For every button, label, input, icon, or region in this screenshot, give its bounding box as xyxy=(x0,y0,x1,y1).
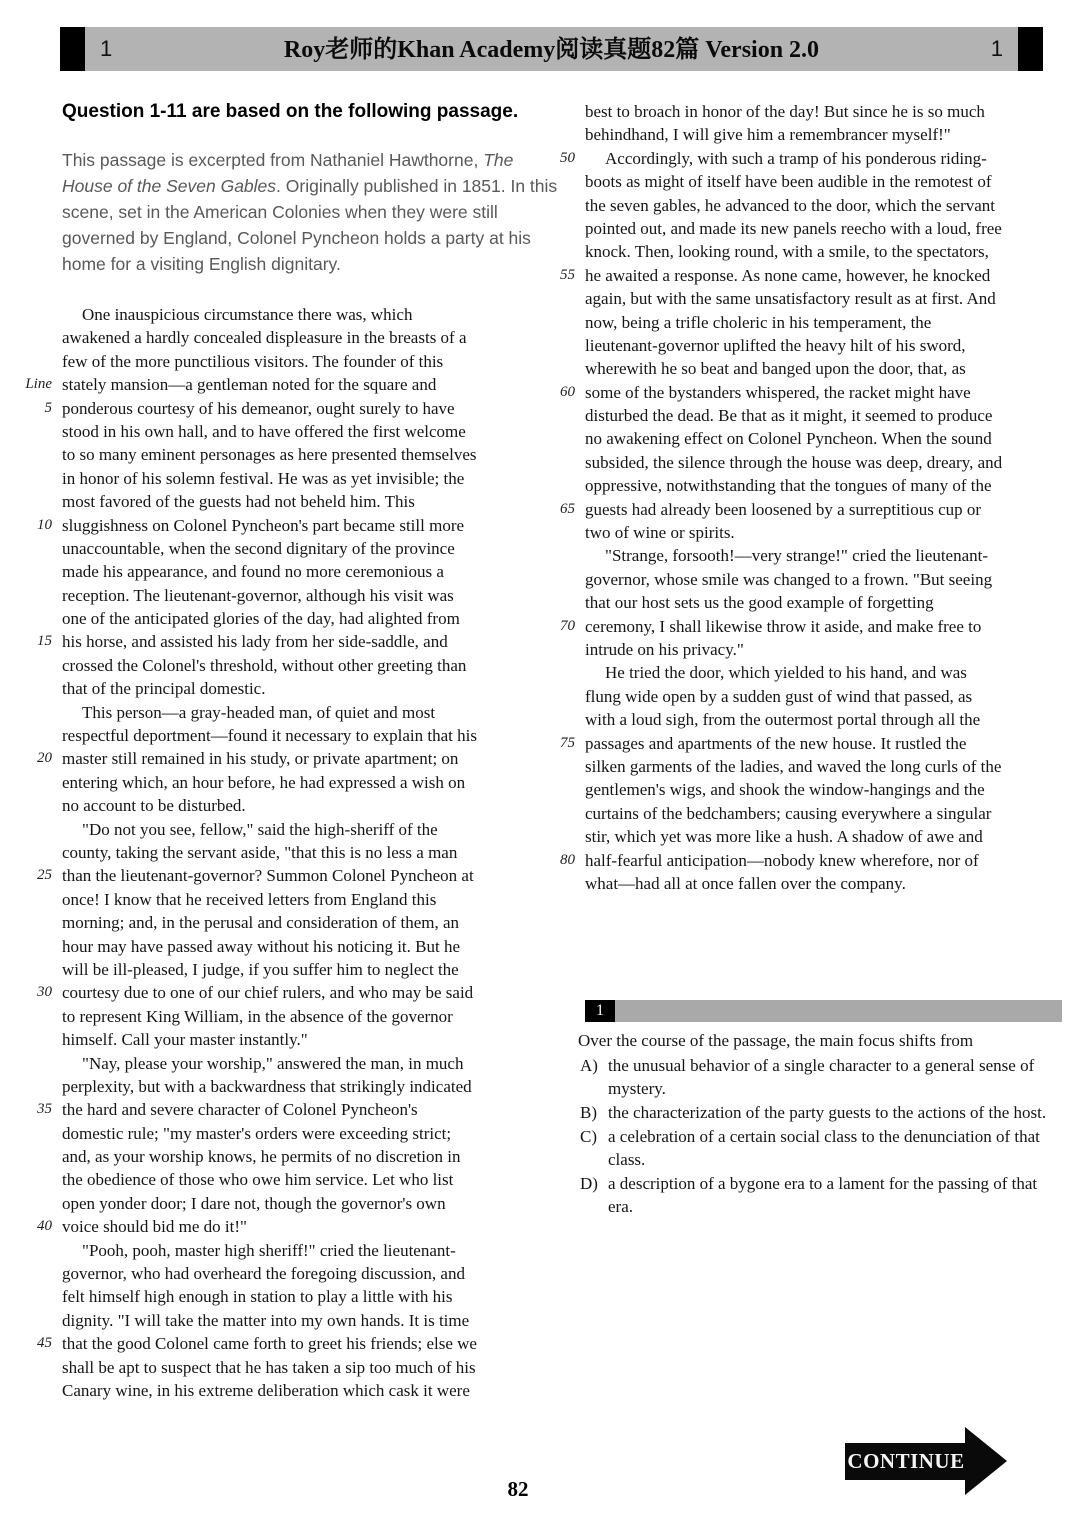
passage-line xyxy=(585,427,1065,450)
passage-line xyxy=(560,498,1065,521)
passage-line xyxy=(585,100,1065,123)
passage-line xyxy=(62,1285,556,1308)
passage-line xyxy=(585,170,1065,193)
passage-line xyxy=(62,1168,556,1191)
passage-line xyxy=(585,404,1065,427)
passage-line xyxy=(37,1098,556,1121)
passage-line xyxy=(585,661,1065,684)
passage-line xyxy=(62,467,556,490)
passage-line-text: some of the bystanders whispered, the racket might have xyxy=(585,382,971,402)
passage-line-text: oppressive, notwithstanding that the tongues of many of the xyxy=(585,476,992,496)
passage-line-text: no awakening effect on Colonel Pyncheon. When the sound xyxy=(585,429,992,449)
passage-line xyxy=(62,443,556,466)
passage-line-text: and, as your worship knows, he permits of no discretion in xyxy=(62,1147,461,1167)
answer-choice-a[interactable] xyxy=(578,1054,1062,1100)
passage-line-text: than the lieutenant-governor? Summon Colonel Pyncheon at xyxy=(62,866,474,886)
passage-line-text: voice should bid me do it!" xyxy=(62,1217,247,1237)
passage-line-text: stir, which yet was more like a hush. A shadow of awe and xyxy=(585,827,983,847)
page-header xyxy=(60,27,1043,71)
choice-text: the unusual behavior of a single character to a general sense of mystery. xyxy=(608,1056,1035,1098)
passage-line xyxy=(62,1145,556,1168)
passage-line-text: unaccountable, when the second dignitary of the province xyxy=(62,538,455,558)
passage-line-text: will be ill-pleased, I judge, if you suffer him to neglect the xyxy=(62,959,459,979)
passage-line xyxy=(585,638,1065,661)
passage-line xyxy=(585,685,1065,708)
choice-text: the characterization of the party guests to the actions of the host. xyxy=(608,1103,1047,1122)
continue-arrow-icon xyxy=(965,1427,1007,1495)
passage-line-text: dignity. "I will take the matter into my own hands. It is time xyxy=(62,1310,470,1330)
choice-letter: B) xyxy=(580,1103,597,1122)
line-number: Line xyxy=(25,376,52,393)
passage-line-text: felt himself high enough in station to play a little with his xyxy=(62,1287,453,1307)
passage-line-text: few of the more punctilious visitors. The founder of this xyxy=(62,351,444,371)
passage-line-text: sluggishness on Colonel Pyncheon's part became still more xyxy=(62,515,465,535)
passage-line-text: ponderous courtesy of his demeanor, ought surely to have xyxy=(62,398,455,418)
line-number: 70 xyxy=(560,617,575,634)
passage-line-text: "Pooh, pooh, master high sheriff!" cried the lieutenant- xyxy=(82,1240,456,1260)
passage-line xyxy=(560,849,1065,872)
passage-line xyxy=(62,584,556,607)
passage-line-text: boots as might of itself have been audible in the remotest of xyxy=(585,172,992,192)
passage-line-text: "Do not you see, fellow," said the high-sheriff of the xyxy=(82,819,438,839)
passage-line xyxy=(585,123,1065,146)
passage-line xyxy=(62,701,556,724)
passage-line xyxy=(560,732,1065,755)
line-number: 30 xyxy=(37,984,52,1001)
passage-line xyxy=(25,373,556,396)
line-number: 80 xyxy=(560,851,575,868)
question-stem: Over the course of the passage, the main focus shifts from xyxy=(578,1031,974,1050)
passage-line-text: "Strange, forsooth!—very strange!" cried the lieutenant- xyxy=(605,546,989,566)
passage-line-text: ceremony, I shall likewise throw it aside, and make free to xyxy=(585,616,982,636)
passage-line-text: stately mansion—a gentleman noted for the square and xyxy=(62,375,437,395)
passage-line xyxy=(62,1262,556,1285)
passage-line xyxy=(62,841,556,864)
passage-line xyxy=(62,1309,556,1332)
continue-button[interactable] xyxy=(845,1427,1005,1495)
blurb-title-italic: The House of the Seven Gables xyxy=(62,150,514,196)
passage-line-text: shall be apt to suspect that he has taken a sip too much of his xyxy=(62,1357,476,1377)
choice-text: a celebration of a certain social class to the denunciation of that class. xyxy=(608,1127,1040,1169)
passage-line-text: guests had already been loosened by a surreptitious cup or xyxy=(585,499,982,519)
passage-line xyxy=(37,747,556,770)
passage-line xyxy=(62,958,556,981)
passage-line xyxy=(62,654,556,677)
passage-line-text: reception. The lieutenant-governor, although his visit was xyxy=(62,585,454,605)
passage-line-text: open yonder door; I dare not, though the governor's own xyxy=(62,1193,446,1213)
passage-line xyxy=(585,591,1065,614)
passage-line xyxy=(585,825,1065,848)
passage-line xyxy=(585,521,1065,544)
choice-letter: C) xyxy=(580,1127,597,1146)
passage-line-text: He tried the door, which yielded to his hand, and was xyxy=(605,663,967,683)
passage-line xyxy=(37,630,556,653)
passage-line xyxy=(37,864,556,887)
passage-line-text: with a loud sigh, from the outermost portal through all the xyxy=(585,710,981,730)
passage-line-text: disturbed the dead. Be that as it might, it seemed to produce xyxy=(585,406,993,426)
line-number: 25 xyxy=(37,867,52,884)
passage-line-text: the hard and severe character of Colonel Pyncheon's xyxy=(62,1100,418,1120)
passage-line xyxy=(62,1028,556,1051)
passage-line-text: best to broach in honor of the day! But since he is so much xyxy=(585,102,985,121)
passage-line-text: one of the anticipated glories of the day, had alighted from xyxy=(62,609,460,629)
line-number: 35 xyxy=(37,1101,52,1118)
passage-line xyxy=(585,568,1065,591)
passage-line-text: morning; and, in the perusal and consideration of them, an xyxy=(62,913,460,933)
passage-line xyxy=(62,303,556,326)
passage-left-column xyxy=(25,303,556,1402)
line-number: 15 xyxy=(37,633,52,650)
passage-line-text: once! I know that he received letters from England this xyxy=(62,889,437,909)
answer-choice-d[interactable] xyxy=(578,1172,1062,1218)
choice-letter: D) xyxy=(580,1174,598,1193)
passage-line-text: gentlemen's wigs, and shook the window-hangings and the xyxy=(585,780,985,800)
passage-line-text: perplexity, but with a backwardness that strikingly indicated xyxy=(62,1076,472,1096)
passage-line-text: silken garments of the ladies, and waved the long curls of the xyxy=(585,756,1002,776)
passage-line xyxy=(62,1005,556,1028)
passage-line xyxy=(37,1332,556,1355)
passage-line-text: governor, who had overheard the foregoing discussion, and xyxy=(62,1264,465,1284)
passage-line-text: again, but with the same unsatisfactory result as at first. And xyxy=(585,289,996,309)
passage-line xyxy=(585,778,1065,801)
passage-line-text: wherewith he so beat and banged upon the door, that, as xyxy=(585,359,966,379)
passage-line xyxy=(560,381,1065,404)
line-number: 55 xyxy=(560,266,575,283)
passage-line xyxy=(62,1379,556,1402)
passage-line-text: lieutenant-governor uplifted the heavy hilt of his sword, xyxy=(585,335,966,355)
passage-line-text: in honor of his solemn festival. He was as yet invisible; the xyxy=(62,468,465,488)
choice-letter: A) xyxy=(580,1056,598,1075)
passage-line-text: his horse, and assisted his lady from her side-saddle, and xyxy=(62,632,448,652)
passage-line-text: he awaited a response. As none came, however, he knocked xyxy=(585,265,991,285)
footer-page-number: 82 xyxy=(507,1477,529,1501)
passage-line-text: the seven gables, he advanced to the door, which the servant xyxy=(585,195,996,215)
passage-line-text: This person—a gray-headed man, of quiet and most xyxy=(82,702,436,722)
passage-line-text: entering which, an hour before, he had expressed a wish on xyxy=(62,772,466,792)
line-number: 75 xyxy=(560,734,575,751)
passage-line xyxy=(585,544,1065,567)
passage-line xyxy=(585,802,1065,825)
passage-line-text: Accordingly, with such a tramp of his ponderous riding- xyxy=(605,148,987,168)
blurb-text: This passage is excerpted from Nathaniel Hawthorne, xyxy=(62,150,484,170)
passage-line-text: hour may have passed away without his noticing it. But he xyxy=(62,936,461,956)
passage-line xyxy=(62,1239,556,1262)
passage-line-text: that of the principal domestic. xyxy=(62,679,266,699)
question-1-block xyxy=(578,1000,1062,1218)
passage-line-text: made his appearance, and found no more ceremonious a xyxy=(62,562,444,582)
passage-line-text: master still remained in his study, or private apartment; on xyxy=(62,749,459,769)
line-number: 45 xyxy=(37,1335,52,1352)
passage-line xyxy=(560,264,1065,287)
passage-line-text: One inauspicious circumstance there was, which xyxy=(82,305,413,324)
line-number: 50 xyxy=(560,149,575,166)
passage-line-text: stood in his own hall, and to have offered the first welcome xyxy=(62,421,466,441)
line-number: 40 xyxy=(37,1218,52,1235)
passage-line xyxy=(585,287,1065,310)
header-section-number-right: 1 xyxy=(990,36,1003,61)
passage-line xyxy=(585,311,1065,334)
passage-line-text: no account to be disturbed. xyxy=(62,796,246,816)
passage-line xyxy=(62,1192,556,1215)
passage-line-text: to so many eminent personages as here presented themselves xyxy=(62,445,477,465)
passage-line-text: knock. Then, looking round, with a smile, to the spectators, xyxy=(585,242,989,262)
passage-line-text: that our host sets us the good example of forgetting xyxy=(585,593,934,613)
passage-line-text: half-fearful anticipation—nobody knew wherefore, nor of xyxy=(585,850,979,870)
passage-line-text: pointed out, and made its new panels reecho with a loud, free xyxy=(585,218,1002,238)
passage-line xyxy=(585,451,1065,474)
passage-line xyxy=(560,615,1065,638)
question-number-bar xyxy=(585,1000,1062,1022)
passage-line-text: to represent King William, in the absence of the governor xyxy=(62,1006,453,1026)
passage-line xyxy=(62,794,556,817)
line-number: 60 xyxy=(560,383,575,400)
passage-intro-blurb xyxy=(62,147,558,277)
passage-line xyxy=(585,755,1065,778)
passage-line xyxy=(585,194,1065,217)
passage-line xyxy=(62,724,556,747)
passage-line xyxy=(585,474,1065,497)
answer-choices xyxy=(578,1054,1062,1218)
passage-line xyxy=(37,514,556,537)
passage-line xyxy=(585,708,1065,731)
passage-line xyxy=(62,818,556,841)
passage-line xyxy=(560,147,1065,170)
passage-line-text: what—had all at once fallen over the company. xyxy=(585,873,906,893)
passage-line xyxy=(62,935,556,958)
passage-line-text: respectful deportment—found it necessary to explain that his xyxy=(62,726,477,746)
passage-line xyxy=(62,1075,556,1098)
passage-line-text: curtains of the bedchambers; causing everywhere a singular xyxy=(585,803,992,823)
passage-line xyxy=(62,420,556,443)
passage-line xyxy=(62,607,556,630)
passage-line xyxy=(62,1052,556,1075)
passage-line xyxy=(62,326,556,349)
passage-line xyxy=(62,1356,556,1379)
passage-line-text: now, being a trifle choleric in his temperament, the xyxy=(585,312,932,332)
passage-line-text: behindhand, I will give him a remembrancer myself!" xyxy=(585,125,951,145)
passage-line-text: himself. Call your master instantly." xyxy=(62,1030,308,1050)
answer-choice-b[interactable] xyxy=(578,1101,1062,1124)
passage-line xyxy=(62,537,556,560)
passage-line-text: Canary wine, in his extreme deliberation which cask it were xyxy=(62,1380,470,1400)
passage-line xyxy=(62,771,556,794)
line-number: 65 xyxy=(560,500,575,517)
header-title: Roy老师的Khan Academy阅读真题82篇 Version 2.0 xyxy=(283,37,820,63)
passage-line-text: governor, whose smile was changed to a frown. "But seeing xyxy=(585,569,993,589)
passage-line-text: intrude on his privacy." xyxy=(585,639,744,659)
passage-line xyxy=(62,1122,556,1145)
passage-line-text: the obedience of those who owe him service. Let who list xyxy=(62,1170,454,1190)
answer-choice-c[interactable] xyxy=(578,1125,1062,1171)
passage-line xyxy=(37,981,556,1004)
passage-line-text: that the good Colonel came forth to greet his friends; else we xyxy=(62,1334,477,1354)
passage-line-text: flung wide open by a sudden gust of wind that passed, as xyxy=(585,686,973,706)
passage-line-text: most favored of the guests had not beheld him. This xyxy=(62,492,415,512)
question-number-box: 1 xyxy=(585,1000,615,1022)
line-number: 20 xyxy=(37,750,52,767)
passage-line xyxy=(62,911,556,934)
line-number: 10 xyxy=(37,516,52,533)
passage-line xyxy=(62,677,556,700)
choice-text: a description of a bygone era to a lament for the passing of that era. xyxy=(608,1174,1038,1216)
passage-line xyxy=(585,872,1065,895)
passage-line xyxy=(37,1215,556,1238)
passage-line xyxy=(62,888,556,911)
passage-line xyxy=(585,357,1065,380)
passage-line-text: passages and apartments of the new house. It rustled the xyxy=(585,733,967,753)
passage-line xyxy=(585,240,1065,263)
passage-line xyxy=(62,560,556,583)
passage-line xyxy=(62,490,556,513)
passage-line xyxy=(585,217,1065,240)
passage-line xyxy=(62,350,556,373)
passage-directions-heading: Question 1-11 are based on the following passage. xyxy=(62,101,519,122)
line-number: 5 xyxy=(44,399,52,416)
passage-line-text: subsided, the silence through the house was deep, dreary, and xyxy=(585,452,1003,472)
passage-line-text: county, taking the servant aside, "that this is no less a man xyxy=(62,842,458,862)
passage-line-text: "Nay, please your worship," answered the man, in much xyxy=(82,1053,464,1073)
passage-line-text: two of wine or spirits. xyxy=(585,523,735,543)
passage-line-text: crossed the Colonel's threshold, without other greeting than xyxy=(62,655,467,675)
passage-right-column xyxy=(560,100,1065,895)
passage-line xyxy=(585,334,1065,357)
continue-label: CONTINUE xyxy=(845,1443,967,1480)
passage-line-text: domestic rule; "my master's orders were exceeding strict; xyxy=(62,1123,452,1143)
passage-line-text: courtesy due to one of our chief rulers, and who may be said xyxy=(62,983,474,1003)
blurb-text: . Originally published in 1851. In this scene, set in the American Colonies when they were still governed by England, Colonel Pyncheon holds a party at his home for a visiting English dignitary. xyxy=(62,176,558,274)
header-section-number-left: 1 xyxy=(100,36,113,61)
passage-line-text: awakened a hardly concealed displeasure in the breasts of a xyxy=(62,328,467,348)
passage-line xyxy=(44,397,556,420)
